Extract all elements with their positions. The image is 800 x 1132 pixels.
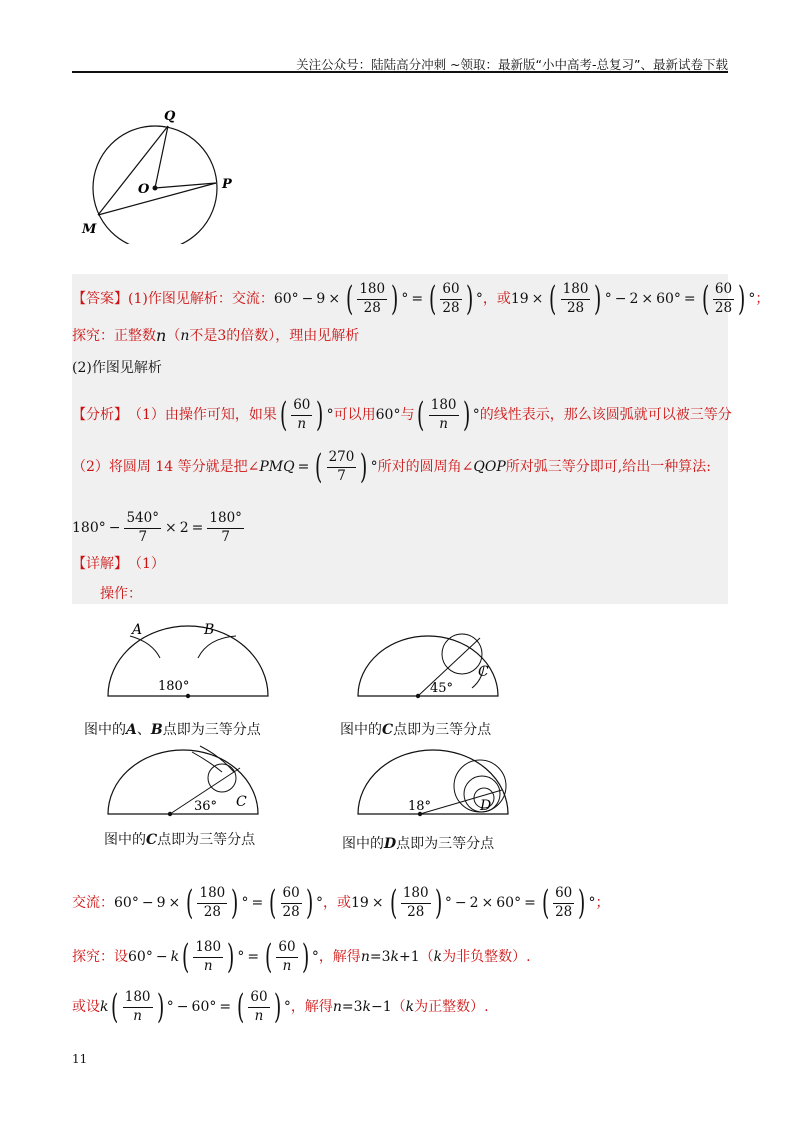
figure-semicircle-36 <box>100 742 270 818</box>
label-q: Q <box>164 109 176 124</box>
explore-line-2: 或设 k ( $\frac{180}{n}$ ) ° − 60 ° = ( $\frac{60}{n}$ ) ° ，解得 n =3 k −1 （ k 为正整数）. <box>72 987 489 1027</box>
angle-label: 180° <box>158 679 190 694</box>
label-o: O <box>138 182 150 197</box>
figure-semicircle-18 <box>350 742 520 818</box>
circle-figure <box>80 104 250 244</box>
detail-tag: 【详解】 <box>72 556 128 572</box>
detail-line-2: 操作： <box>100 586 142 602</box>
segment-mq <box>98 126 168 215</box>
exchange-line: 交流： 60 ° − 9 × ( $\frac{180}{28}$ ) ° = ( $\frac{60}{28}$ ) ° ，或 19 × ( $\frac{180}{28}$ ) ° − 2 × 60 ° = ( $\frac{60}{28}$ ) ° ； <box>72 883 610 923</box>
answer-tag: 【答案】 <box>72 291 128 307</box>
explore-line-1: 探究：设 60 ° − k ( $\frac{180}{n}$ ) ° = ( $\frac{60}{n}$ ) ° ，解得 n =3 k +1 （ k 为非负整数）. <box>72 937 531 977</box>
analysis-tag: 【分析】 <box>72 407 128 423</box>
answer-line-1: 【答案】 (1)作图见解析：交流： 60 ° − 9 × ( $\frac{180}{28}$ ) ° = ( $\frac{60}{28}$ ) ° ，或 19 × ( $\frac{180}{28}$ ) ° − 2 × 60 ° = ( $\frac{60}{28}$ ) ° ； <box>72 279 770 319</box>
analysis-line-2: （2）将圆周 14 等分就是把∠ PMQ = ( $\frac{270}{7}$ ) ° 所对的圆周角∠ QOP 所对弧三等分即可,给出一种算法: <box>72 447 711 487</box>
header-rule <box>72 71 728 73</box>
figure-caption-1: 图中的A、B点即为三等分点 <box>84 722 261 738</box>
figure-caption-4: 图中的D点即为三等分点 <box>342 836 495 852</box>
segment-oq <box>155 126 168 188</box>
svg-text:C: C <box>236 794 247 810</box>
label-m: M <box>82 222 97 237</box>
page-header: 关注公众号：陆陆高分冲刺 ~领取：最新版“小中高考-总复习”、最新试卷下载 <box>296 57 728 72</box>
figure-caption-2: 图中的C点即为三等分点 <box>340 722 492 738</box>
point-a-label: A <box>132 622 143 638</box>
svg-text:D: D <box>480 798 492 814</box>
center-point <box>153 186 158 191</box>
figure-caption-3: 图中的C点即为三等分点 <box>104 832 256 848</box>
answer-line-3: (2)作图见解析 <box>72 360 162 376</box>
svg-text:45°: 45° <box>430 681 454 696</box>
figure-semicircle-180 <box>100 618 280 700</box>
analysis-line-3: 180 ° − $\frac{540^\circ}{7}$ × 2 = $\frac{180^\circ}{7}$ <box>72 510 242 545</box>
point-b-label: B <box>204 622 215 638</box>
answer-shade <box>72 274 728 604</box>
svg-text:C: C <box>478 664 489 680</box>
page-number: 11 <box>72 1052 88 1066</box>
analysis-line-1: 【分析】 （1）由操作可知，如果 ( $\frac{60}{n}$ ) ° 可以用 60 ° 与 ( $\frac{180}{n}$ ) ° 的线性表示，那么该圆弧就可以被三等分 <box>72 395 732 435</box>
figure-semicircle-45 <box>350 630 510 702</box>
svg-text:36°: 36° <box>194 799 218 814</box>
detail-line-1: 【详解】 （1） <box>72 556 165 572</box>
svg-text:18°: 18° <box>408 799 432 814</box>
label-p: P <box>222 177 232 192</box>
answer-line-2: 探究：正整数 n （ n 不是3的倍数），理由见解析 <box>72 326 360 345</box>
